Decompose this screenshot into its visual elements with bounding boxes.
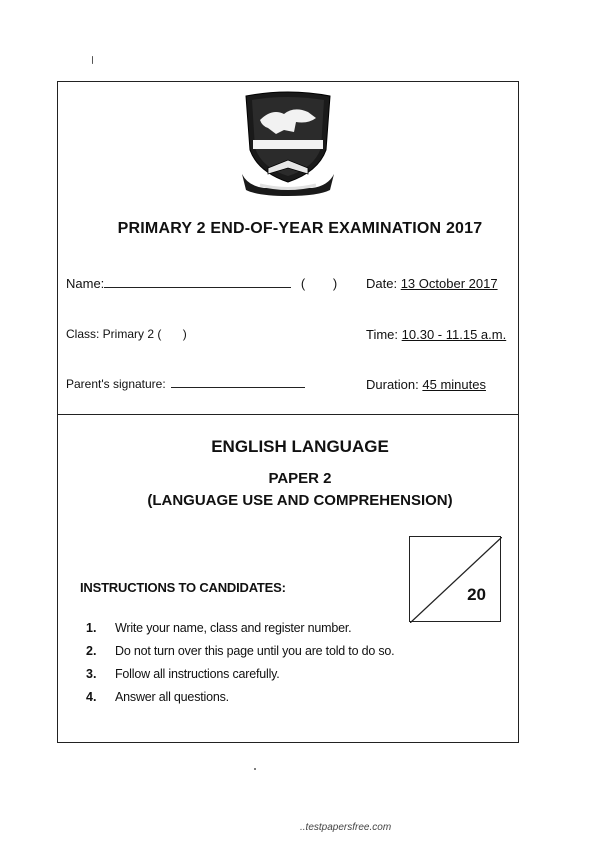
date-field [366,276,498,291]
name-blank-line [104,287,291,288]
instruction-item [86,690,394,713]
scan-speck [92,56,93,64]
date-label: Date: [366,276,398,291]
time-label: Time: [366,327,399,342]
duration-field [366,377,486,392]
instruction-text: Write your name, class and register number. [115,621,352,635]
paper-number: PAPER 2 [268,470,332,487]
marks-box [409,536,501,622]
class-label: Class: Primary 2 ( [66,327,162,341]
instruction-number: 2. [86,644,97,658]
register-paren-close: ) [332,276,338,291]
instruction-text: Answer all questions. [115,690,229,704]
instruction-item [86,667,394,690]
instruction-number: 1. [86,621,97,635]
name-label: Name: [66,276,105,291]
instruction-item [86,621,394,644]
total-marks: 20 [467,585,486,604]
exam-title: PRIMARY 2 END-OF-YEAR EXAMINATION 2017 [117,220,483,237]
signature-blank-line [171,387,305,388]
class-paren-close: ) [182,327,187,341]
instruction-item [86,644,394,667]
instruction-text: Do not turn over this page until you are told to do so. [115,644,395,658]
paper-subtitle: (LANGUAGE USE AND COMPREHENSION) [147,492,453,509]
duration-label: Duration: [366,377,419,392]
date-value: 13 October 2017 [400,276,498,291]
time-field [366,327,506,342]
parent-signature-field [66,377,305,391]
instruction-number: 4. [86,690,97,704]
school-crest-logo [238,90,338,200]
duration-value: 45 minutes [422,377,486,392]
class-field [66,327,187,341]
instruction-number: 3. [86,667,97,681]
subject-title: ENGLISH LANGUAGE [211,437,389,456]
time-value: 10.30 - 11.15 a.m. [401,327,507,342]
instruction-text: Follow all instructions carefully. [115,667,280,681]
scan-speck [254,768,256,770]
register-paren-open: ( [300,276,306,291]
instructions-list [86,621,394,713]
instructions-heading: INSTRUCTIONS TO CANDIDATES: [80,580,286,595]
parent-signature-label: Parent's signature: [66,377,166,391]
marks-diagonal [410,537,502,623]
section-divider [57,414,519,415]
footer-watermark: ..testpapersfree.com [300,822,392,833]
name-field [66,276,337,291]
